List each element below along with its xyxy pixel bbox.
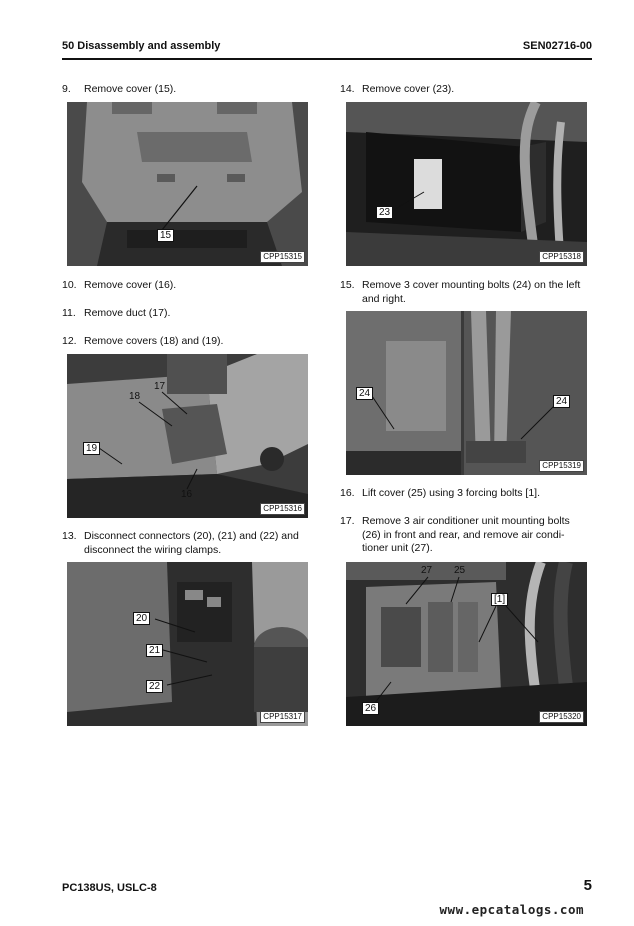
website-link[interactable]: www.epcatalogs.com	[439, 902, 584, 917]
photo-bolts-24	[346, 311, 587, 475]
callout-23: 23	[376, 206, 393, 219]
photo-cover-15-drawing	[67, 102, 308, 266]
photo-code: CPP15316	[260, 503, 305, 515]
photo-ac-unit-drawing	[346, 562, 587, 726]
callout-24-right: 24	[553, 395, 570, 408]
callout-27: 27	[421, 565, 433, 576]
photo-covers-18-19	[67, 354, 308, 518]
photo-bolts-24-drawing	[346, 311, 587, 475]
doc-code: SEN02716-00	[522, 40, 592, 52]
section-title: 50 Disassembly and assembly	[62, 40, 221, 52]
callout-19: 19	[83, 442, 100, 455]
callout-21: 21	[146, 644, 163, 657]
callout-18: 18	[129, 391, 141, 402]
callout-25: 25	[454, 565, 466, 576]
photo-code: CPP15315	[260, 251, 305, 263]
footer-model: PC138US, USLC-8	[62, 882, 157, 894]
callout-26: 26	[362, 702, 379, 715]
page-header	[62, 40, 592, 60]
photo-code: CPP15320	[539, 711, 584, 723]
photo-code: CPP15319	[539, 460, 584, 472]
photo-ac-unit	[346, 562, 587, 726]
photo-code: CPP15317	[260, 711, 305, 723]
photo-connectors-drawing	[67, 562, 308, 726]
photo-cover-23	[346, 102, 587, 266]
callout-22: 22	[146, 680, 163, 693]
callout-15: 15	[157, 229, 174, 242]
callout-forcing-bolt: [1]	[491, 593, 508, 606]
callout-16: 16	[181, 489, 193, 500]
callout-17: 17	[154, 381, 166, 392]
photo-code: CPP15318	[539, 251, 584, 263]
callout-20: 20	[133, 612, 150, 625]
callout-24-left: 24	[356, 387, 373, 400]
photo-cover-15	[67, 102, 308, 266]
page-number: 5	[583, 877, 592, 894]
photo-connectors	[67, 562, 308, 726]
photo-cover-23-drawing	[346, 102, 587, 266]
